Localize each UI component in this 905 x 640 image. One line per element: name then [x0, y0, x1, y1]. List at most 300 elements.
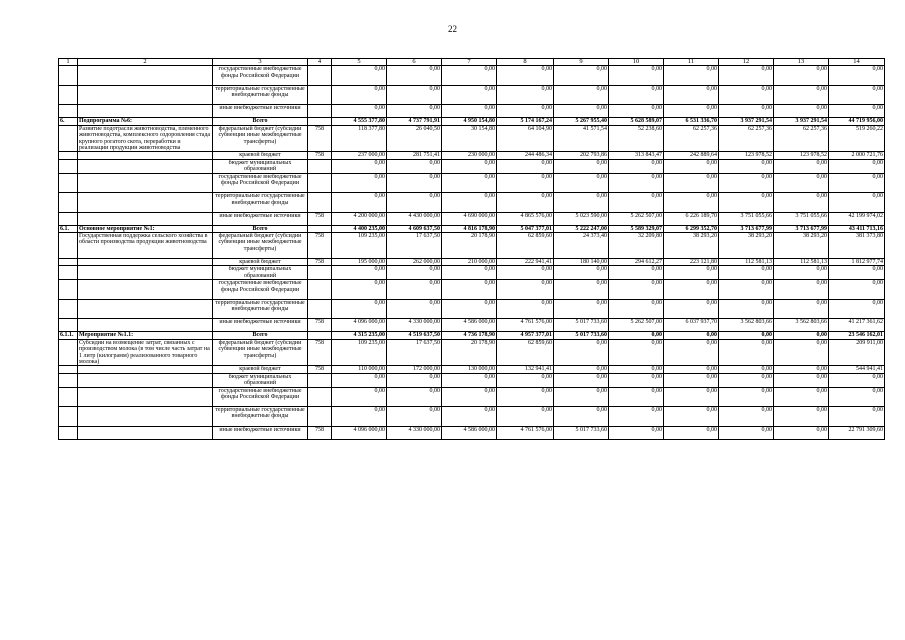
- amount-cell: 5 023 590,00: [554, 212, 609, 225]
- amount-cell: 6 531 336,70: [664, 118, 719, 125]
- amount-cell: 381 373,80: [829, 233, 885, 259]
- amount-cell: 0,00: [497, 407, 554, 427]
- amount-cell: 0,00: [829, 159, 885, 173]
- funding-source-cell: федеральный бюджет (субсидии субвенции иные межбюджетные трансферты): [213, 125, 308, 152]
- funding-source-cell: Всего: [213, 118, 308, 125]
- amount-cell: 5 047 377,01: [497, 225, 554, 232]
- column-header: 5: [332, 59, 387, 66]
- funding-source-cell: территориальные государственные внебюджетные фонды: [213, 85, 308, 105]
- amount-cell: 0,00: [387, 173, 442, 193]
- amount-cell: 195 000,00: [332, 259, 387, 266]
- amount-cell: 3 562 803,66: [719, 319, 774, 332]
- amount-cell: 0,00: [829, 193, 885, 213]
- amount-cell: 0,00: [442, 373, 497, 387]
- amount-cell: 62 257,36: [664, 125, 719, 152]
- amount-cell: 0,00: [829, 66, 885, 86]
- amount-cell: 4 609 637,50: [387, 225, 442, 232]
- amount-cell: 4 737 791,91: [387, 118, 442, 125]
- item-name-cell: [78, 105, 213, 118]
- funding-source-cell: иные внебюджетные источники: [213, 105, 308, 118]
- table-row: [59, 159, 885, 173]
- amount-cell: 0,00: [497, 280, 554, 300]
- amount-cell: 180 140,00: [554, 259, 609, 266]
- funding-source-cell: бюджет муниципальных образований: [213, 373, 308, 387]
- item-number-cell: [59, 85, 78, 105]
- amount-cell: 230 000,00: [442, 152, 497, 159]
- grbs-code-cell: [308, 407, 332, 427]
- amount-cell: 0,00: [332, 266, 387, 280]
- amount-cell: 0,00: [497, 266, 554, 280]
- amount-cell: 0,00: [497, 299, 554, 319]
- item-number-cell: [59, 266, 78, 280]
- funding-source-cell: иные внебюджетные источники: [213, 426, 308, 439]
- grbs-code-cell: [308, 332, 332, 339]
- amount-cell: 4 315 235,00: [332, 332, 387, 339]
- amount-cell: 0,00: [442, 66, 497, 86]
- amount-cell: 4 330 000,00: [387, 319, 442, 332]
- amount-cell: 109 235,00: [332, 233, 387, 259]
- amount-cell: 52 238,60: [609, 125, 664, 152]
- amount-cell: 172 000,00: [387, 366, 442, 373]
- table-total-row: [59, 332, 885, 339]
- item-number-cell: [59, 339, 78, 366]
- amount-cell: 0,00: [609, 266, 664, 280]
- amount-cell: 0,00: [554, 105, 609, 118]
- amount-cell: 0,00: [332, 299, 387, 319]
- amount-cell: 0,00: [829, 387, 885, 407]
- amount-cell: 0,00: [664, 299, 719, 319]
- grbs-code-cell: 758: [308, 339, 332, 366]
- amount-cell: 0,00: [497, 66, 554, 86]
- item-name-cell: [78, 319, 213, 332]
- table-row: [59, 173, 885, 193]
- item-name-cell: [78, 66, 213, 86]
- amount-cell: 6 299 352,70: [664, 225, 719, 232]
- amount-cell: 0,00: [609, 66, 664, 86]
- table-row: [59, 407, 885, 427]
- amount-cell: 0,00: [332, 173, 387, 193]
- item-name-cell: Субсидии на возмещение затрат, связанных с производством молока (в том числе часть затрат на 1 литр (килограмм) реализованного товарного молока): [78, 339, 213, 366]
- item-name-cell: [78, 193, 213, 213]
- item-name-cell: Основное мероприятие №1:: [78, 225, 213, 232]
- item-number-cell: [59, 319, 78, 332]
- amount-cell: 0,00: [719, 366, 774, 373]
- grbs-code-cell: [308, 173, 332, 193]
- amount-cell: 4 865 576,00: [497, 212, 554, 225]
- item-number-cell: [59, 280, 78, 300]
- amount-cell: 30 154,80: [442, 125, 497, 152]
- table-row: [59, 373, 885, 387]
- item-name-cell: [78, 426, 213, 439]
- amount-cell: 0,00: [609, 159, 664, 173]
- grbs-code-cell: [308, 280, 332, 300]
- amount-cell: 0,00: [719, 407, 774, 427]
- amount-cell: 237 000,00: [332, 152, 387, 159]
- amount-cell: 110 000,00: [332, 366, 387, 373]
- amount-cell: 0,00: [442, 105, 497, 118]
- item-name-cell: [78, 259, 213, 266]
- funding-source-cell: краевой бюджет: [213, 259, 308, 266]
- amount-cell: 0,00: [387, 66, 442, 86]
- amount-cell: 0,00: [664, 193, 719, 213]
- amount-cell: 0,00: [332, 373, 387, 387]
- amount-cell: 4 430 000,00: [387, 212, 442, 225]
- table-row: [59, 193, 885, 213]
- amount-cell: 3 937 291,54: [774, 118, 829, 125]
- amount-cell: 0,00: [497, 159, 554, 173]
- funding-source-cell: территориальные государственные внебюджетные фонды: [213, 193, 308, 213]
- amount-cell: 0,00: [387, 407, 442, 427]
- amount-cell: 3 751 055,66: [774, 212, 829, 225]
- amount-cell: 3 562 803,66: [774, 319, 829, 332]
- item-number-cell: [59, 159, 78, 173]
- amount-cell: 0,00: [497, 85, 554, 105]
- amount-cell: 281 751,41: [387, 152, 442, 159]
- amount-cell: 0,00: [387, 159, 442, 173]
- amount-cell: 0,00: [554, 173, 609, 193]
- grbs-code-cell: [308, 387, 332, 407]
- amount-cell: 0,00: [609, 332, 664, 339]
- grbs-code-cell: 758: [308, 212, 332, 225]
- item-number-cell: [59, 212, 78, 225]
- table-row: [59, 66, 885, 86]
- amount-cell: 0,00: [554, 159, 609, 173]
- grbs-code-cell: 758: [308, 426, 332, 439]
- amount-cell: 5 017 733,60: [554, 332, 609, 339]
- amount-cell: 0,00: [719, 193, 774, 213]
- amount-cell: 0,00: [774, 159, 829, 173]
- amount-cell: 62 859,60: [497, 233, 554, 259]
- amount-cell: 0,00: [774, 407, 829, 427]
- amount-cell: 0,00: [774, 66, 829, 86]
- amount-cell: 0,00: [387, 85, 442, 105]
- amount-cell: 0,00: [664, 373, 719, 387]
- amount-cell: 0,00: [609, 407, 664, 427]
- amount-cell: 202 793,86: [554, 152, 609, 159]
- amount-cell: 5 222 247,00: [554, 225, 609, 232]
- amount-cell: 4 816 178,90: [442, 225, 497, 232]
- table-row: [59, 125, 885, 152]
- amount-cell: 4 400 235,00: [332, 225, 387, 232]
- amount-cell: 0,00: [829, 173, 885, 193]
- amount-cell: 112 581,13: [774, 259, 829, 266]
- amount-cell: 544 941,41: [829, 366, 885, 373]
- funding-source-cell: иные внебюджетные источники: [213, 212, 308, 225]
- amount-cell: 262 000,00: [387, 259, 442, 266]
- item-number-cell: [59, 125, 78, 152]
- funding-source-cell: государственные внебюджетные фонды Российской Федерации: [213, 387, 308, 407]
- amount-cell: 0,00: [332, 387, 387, 407]
- amount-cell: 5 017 733,60: [554, 319, 609, 332]
- amount-cell: 44 719 956,00: [829, 118, 885, 125]
- item-number-cell: [59, 366, 78, 373]
- amount-cell: 5 628 589,07: [609, 118, 664, 125]
- page-number: 22: [448, 24, 457, 34]
- amount-cell: 26 040,50: [387, 125, 442, 152]
- funding-source-cell: иные внебюджетные источники: [213, 319, 308, 332]
- grbs-code-cell: 758: [308, 366, 332, 373]
- funding-source-cell: бюджет муниципальных образований: [213, 266, 308, 280]
- table-row: [59, 152, 885, 159]
- amount-cell: 38 293,20: [664, 233, 719, 259]
- amount-cell: 0,00: [774, 173, 829, 193]
- amount-cell: 2 000 721,76: [829, 152, 885, 159]
- item-name-cell: Мероприятие №1.1:: [78, 332, 213, 339]
- item-name-cell: Развитие подотрасли животноводства, племенного животноводства, комплексного оздоровления стада крупного рогатого скота, переработки и реализации продукции животноводства: [78, 125, 213, 152]
- item-number-cell: [59, 173, 78, 193]
- item-number-cell: [59, 407, 78, 427]
- amount-cell: 4 736 178,90: [442, 332, 497, 339]
- funding-source-cell: бюджет муниципальных образований: [213, 159, 308, 173]
- amount-cell: 0,00: [829, 266, 885, 280]
- amount-cell: 123 978,52: [774, 152, 829, 159]
- amount-cell: 0,00: [774, 193, 829, 213]
- amount-cell: 0,00: [719, 332, 774, 339]
- amount-cell: 0,00: [387, 387, 442, 407]
- column-header: 1: [59, 59, 78, 66]
- item-name-cell: Государственная поддержка сельского хозяйства в области производства продукции животноводства: [78, 233, 213, 259]
- amount-cell: 0,00: [719, 387, 774, 407]
- column-header: 4: [308, 59, 332, 66]
- amount-cell: 41 217 361,62: [829, 319, 885, 332]
- table-total-row: [59, 225, 885, 232]
- amount-cell: 0,00: [719, 339, 774, 366]
- amount-cell: 0,00: [497, 373, 554, 387]
- amount-cell: 0,00: [664, 407, 719, 427]
- amount-cell: 0,00: [719, 173, 774, 193]
- amount-cell: 0,00: [609, 173, 664, 193]
- amount-cell: 0,00: [719, 66, 774, 86]
- amount-cell: 0,00: [774, 266, 829, 280]
- column-header: 8: [497, 59, 554, 66]
- amount-cell: 519 260,22: [829, 125, 885, 152]
- amount-cell: 4 761 576,00: [497, 426, 554, 439]
- grbs-code-cell: [308, 105, 332, 118]
- amount-cell: 0,00: [829, 85, 885, 105]
- item-name-cell: [78, 152, 213, 159]
- amount-cell: 0,00: [554, 387, 609, 407]
- grbs-code-cell: [308, 225, 332, 232]
- amount-cell: 0,00: [387, 373, 442, 387]
- amount-cell: 0,00: [829, 407, 885, 427]
- amount-cell: 0,00: [609, 85, 664, 105]
- amount-cell: 32 209,80: [609, 233, 664, 259]
- amount-cell: 0,00: [554, 85, 609, 105]
- grbs-code-cell: [308, 66, 332, 86]
- amount-cell: 24 373,40: [554, 233, 609, 259]
- item-number-cell: 6.1.: [59, 225, 78, 232]
- amount-cell: 0,00: [774, 373, 829, 387]
- amount-cell: 0,00: [609, 373, 664, 387]
- item-name-cell: [78, 266, 213, 280]
- amount-cell: 5 267 955,40: [554, 118, 609, 125]
- amount-cell: 0,00: [554, 280, 609, 300]
- item-number-cell: 6.1.1.: [59, 332, 78, 339]
- amount-cell: 0,00: [442, 159, 497, 173]
- grbs-code-cell: [308, 299, 332, 319]
- item-name-cell: [78, 212, 213, 225]
- grbs-code-cell: 758: [308, 233, 332, 259]
- amount-cell: 0,00: [719, 266, 774, 280]
- amount-cell: 0,00: [554, 373, 609, 387]
- amount-cell: 0,00: [829, 105, 885, 118]
- amount-cell: 17 637,50: [387, 233, 442, 259]
- amount-cell: 0,00: [332, 85, 387, 105]
- item-number-cell: [59, 193, 78, 213]
- item-number-cell: [59, 66, 78, 86]
- amount-cell: 0,00: [664, 339, 719, 366]
- amount-cell: 4 950 154,80: [442, 118, 497, 125]
- funding-source-cell: территориальные государственные внебюджетные фонды: [213, 407, 308, 427]
- amount-cell: 0,00: [664, 85, 719, 105]
- amount-cell: 5 262 507,00: [609, 212, 664, 225]
- funding-source-cell: федеральный бюджет (субсидии субвенции иные межбюджетные трансферты): [213, 339, 308, 366]
- amount-cell: 0,00: [719, 280, 774, 300]
- amount-cell: 64 104,90: [497, 125, 554, 152]
- column-header: 14: [829, 59, 885, 66]
- amount-cell: 4 200 000,00: [332, 212, 387, 225]
- amount-cell: 0,00: [774, 280, 829, 300]
- table-row: [59, 266, 885, 280]
- amount-cell: 3 713 677,99: [774, 225, 829, 232]
- amount-cell: 0,00: [664, 66, 719, 86]
- amount-cell: 5 174 167,24: [497, 118, 554, 125]
- amount-cell: 0,00: [554, 407, 609, 427]
- table-row: [59, 339, 885, 366]
- amount-cell: 42 199 974,02: [829, 212, 885, 225]
- amount-cell: 0,00: [774, 332, 829, 339]
- item-number-cell: [59, 105, 78, 118]
- item-name-cell: Подпрограмма №6:: [78, 118, 213, 125]
- amount-cell: 0,00: [332, 159, 387, 173]
- amount-cell: 4 761 576,00: [497, 319, 554, 332]
- grbs-code-cell: [308, 193, 332, 213]
- amount-cell: 244 486,34: [497, 152, 554, 159]
- item-number-cell: [59, 152, 78, 159]
- amount-cell: 0,00: [554, 339, 609, 366]
- table-row: [59, 233, 885, 259]
- amount-cell: 62 257,36: [774, 125, 829, 152]
- amount-cell: 0,00: [774, 339, 829, 366]
- amount-cell: 0,00: [554, 299, 609, 319]
- amount-cell: 20 178,90: [442, 339, 497, 366]
- amount-cell: 109 235,00: [332, 339, 387, 366]
- amount-cell: 4 957 377,01: [497, 332, 554, 339]
- amount-cell: 0,00: [442, 299, 497, 319]
- amount-cell: 0,00: [609, 280, 664, 300]
- column-header: 12: [719, 59, 774, 66]
- amount-cell: 0,00: [609, 105, 664, 118]
- amount-cell: 118 377,80: [332, 125, 387, 152]
- budget-table: [58, 58, 885, 440]
- amount-cell: 0,00: [387, 266, 442, 280]
- column-header: 9: [554, 59, 609, 66]
- amount-cell: 22 791 309,60: [829, 426, 885, 439]
- funding-source-cell: территориальные государственные внебюджетные фонды: [213, 299, 308, 319]
- item-name-cell: [78, 280, 213, 300]
- amount-cell: 0,00: [664, 387, 719, 407]
- amount-cell: 242 889,64: [664, 152, 719, 159]
- amount-cell: 0,00: [719, 373, 774, 387]
- amount-cell: 0,00: [554, 66, 609, 86]
- item-name-cell: [78, 173, 213, 193]
- table-row: [59, 259, 885, 266]
- amount-cell: 209 911,00: [829, 339, 885, 366]
- amount-cell: 0,00: [497, 193, 554, 213]
- amount-cell: 0,00: [664, 173, 719, 193]
- funding-source-cell: федеральный бюджет (субсидии субвенции иные межбюджетные трансферты): [213, 233, 308, 259]
- grbs-code-cell: [308, 373, 332, 387]
- grbs-code-cell: [308, 118, 332, 125]
- amount-cell: 0,00: [497, 173, 554, 193]
- item-number-cell: [59, 259, 78, 266]
- amount-cell: 0,00: [829, 373, 885, 387]
- amount-cell: 0,00: [664, 332, 719, 339]
- amount-cell: 0,00: [497, 387, 554, 407]
- column-header: 10: [609, 59, 664, 66]
- item-number-cell: [59, 373, 78, 387]
- amount-cell: 210 000,00: [442, 259, 497, 266]
- amount-cell: 0,00: [332, 193, 387, 213]
- grbs-code-cell: 758: [308, 319, 332, 332]
- amount-cell: 294 612,27: [609, 259, 664, 266]
- column-header: 13: [774, 59, 829, 66]
- amount-cell: 0,00: [719, 426, 774, 439]
- column-header: 3: [213, 59, 308, 66]
- amount-cell: 0,00: [442, 407, 497, 427]
- amount-cell: 43 411 713,16: [829, 225, 885, 232]
- amount-cell: 0,00: [442, 266, 497, 280]
- amount-cell: 0,00: [829, 280, 885, 300]
- amount-cell: 0,00: [387, 299, 442, 319]
- amount-cell: 0,00: [774, 85, 829, 105]
- column-header: 11: [664, 59, 719, 66]
- amount-cell: 6 037 937,70: [664, 319, 719, 332]
- amount-cell: 41 571,54: [554, 125, 609, 152]
- amount-cell: 0,00: [664, 426, 719, 439]
- table-row: [59, 212, 885, 225]
- amount-cell: 0,00: [719, 299, 774, 319]
- amount-cell: 0,00: [332, 280, 387, 300]
- item-name-cell: [78, 373, 213, 387]
- amount-cell: 0,00: [719, 85, 774, 105]
- amount-cell: 0,00: [664, 366, 719, 373]
- amount-cell: 5 262 507,00: [609, 319, 664, 332]
- amount-cell: 222 941,41: [497, 259, 554, 266]
- amount-cell: 62 859,60: [497, 339, 554, 366]
- item-number-cell: [59, 387, 78, 407]
- amount-cell: 5 589 329,07: [609, 225, 664, 232]
- amount-cell: 0,00: [609, 339, 664, 366]
- amount-cell: 0,00: [554, 266, 609, 280]
- amount-cell: 0,00: [442, 173, 497, 193]
- amount-cell: 313 843,47: [609, 152, 664, 159]
- amount-cell: 0,00: [332, 407, 387, 427]
- item-name-cell: [78, 407, 213, 427]
- item-number-cell: [59, 299, 78, 319]
- funding-source-cell: краевой бюджет: [213, 152, 308, 159]
- column-header: 2: [78, 59, 213, 66]
- amount-cell: 4 096 000,00: [332, 426, 387, 439]
- amount-cell: 0,00: [664, 280, 719, 300]
- amount-cell: 0,00: [609, 426, 664, 439]
- amount-cell: 20 178,90: [442, 233, 497, 259]
- item-name-cell: [78, 366, 213, 373]
- amount-cell: 38 293,20: [774, 233, 829, 259]
- table-row: [59, 426, 885, 439]
- amount-cell: 0,00: [554, 366, 609, 373]
- amount-cell: 23 546 162,01: [829, 332, 885, 339]
